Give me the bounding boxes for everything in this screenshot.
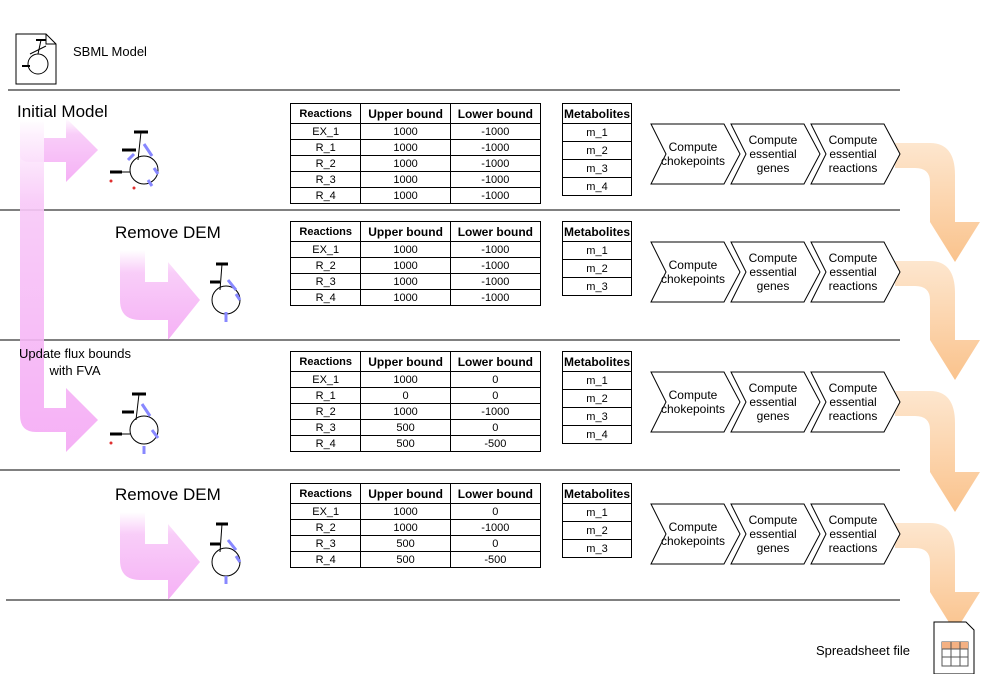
table-row (291, 156, 541, 172)
table-cell: 1000 (361, 242, 450, 258)
column-header-reactions: Reactions (291, 484, 361, 504)
metabolite-cell: m_3 (563, 278, 632, 296)
table-cell: R_4 (291, 552, 361, 568)
stage-title-remove-dem-1: Remove DEM (115, 223, 221, 242)
step-chevron-2 (730, 371, 822, 433)
metabolites-table-dem1 (562, 221, 632, 296)
column-header-metabolites: Metabolites (563, 352, 632, 372)
list-item (563, 278, 632, 296)
list-item (563, 124, 632, 142)
metabolite-cell: m_2 (563, 390, 632, 408)
column-header-lower: Lower bound (450, 104, 540, 124)
table-row (291, 258, 541, 274)
table-cell: 1000 (361, 404, 450, 420)
metabolite-cell: m_4 (563, 178, 632, 196)
list-item (563, 540, 632, 558)
table-cell: EX_1 (291, 124, 361, 140)
column-header-lower: Lower bound (450, 352, 540, 372)
table-cell: 0 (361, 388, 450, 404)
table-cell: 1000 (361, 140, 450, 156)
table-cell: R_1 (291, 140, 361, 156)
step-label: Compute essential reactions (828, 381, 878, 423)
list-item (563, 142, 632, 160)
table-cell: 1000 (361, 372, 450, 388)
metabolite-cell: m_2 (563, 522, 632, 540)
table-row (291, 140, 541, 156)
table-row (291, 188, 541, 204)
step-chevron-1 (650, 503, 742, 565)
metabolite-cell: m_3 (563, 160, 632, 178)
table-cell: -1000 (450, 274, 540, 290)
step-label: Compute essential reactions (828, 513, 878, 555)
step-label: Compute essential genes (748, 133, 798, 175)
table-cell: 1000 (361, 290, 450, 306)
table-cell: R_3 (291, 420, 361, 436)
reactions-table-fva (290, 351, 541, 452)
table-cell: R_3 (291, 172, 361, 188)
table-cell: R_1 (291, 388, 361, 404)
network-icon-initial (110, 132, 159, 190)
table-cell: 1000 (361, 156, 450, 172)
table-cell: 0 (450, 536, 540, 552)
table-cell: -1000 (450, 242, 540, 258)
table-cell: 0 (450, 388, 540, 404)
sbml-model-label: SBML Model (73, 44, 147, 59)
table-cell: 0 (450, 504, 540, 520)
column-header-lower: Lower bound (450, 222, 540, 242)
orange-arrow-1 (895, 143, 980, 262)
column-header-upper: Upper bound (361, 222, 450, 242)
column-header-metabolites: Metabolites (563, 222, 632, 242)
table-row (291, 420, 541, 436)
table-cell: -1000 (450, 124, 540, 140)
metabolite-cell: m_1 (563, 124, 632, 142)
table-cell: EX_1 (291, 372, 361, 388)
table-cell: EX_1 (291, 242, 361, 258)
metabolite-cell: m_3 (563, 540, 632, 558)
table-cell: R_3 (291, 274, 361, 290)
table-cell: 1000 (361, 274, 450, 290)
table-cell: 500 (361, 536, 450, 552)
table-row (291, 520, 541, 536)
table-cell: R_3 (291, 536, 361, 552)
step-label: Compute essential genes (748, 251, 798, 293)
pink-arrow-fva (20, 120, 98, 452)
table-row (291, 372, 541, 388)
step-label: Compute chokepoints (660, 140, 726, 168)
table-cell: 1000 (361, 124, 450, 140)
reactions-table-initial (290, 103, 541, 204)
metabolite-cell: m_3 (563, 408, 632, 426)
table-cell: R_2 (291, 520, 361, 536)
table-row (291, 124, 541, 140)
network-icon-fva (110, 394, 159, 454)
column-header-upper: Upper bound (361, 484, 450, 504)
list-item (563, 260, 632, 278)
stage-title-initial: Initial Model (17, 102, 108, 121)
table-row (291, 242, 541, 258)
table-cell: -500 (450, 436, 540, 452)
list-item (563, 372, 632, 390)
column-header-reactions: Reactions (291, 104, 361, 124)
column-header-metabolites: Metabolites (563, 104, 632, 124)
metabolite-cell: m_2 (563, 260, 632, 278)
table-cell: 1000 (361, 172, 450, 188)
step-chevron-1 (650, 123, 742, 185)
list-item (563, 504, 632, 522)
list-item (563, 426, 632, 444)
table-cell: -1000 (450, 404, 540, 420)
column-header-metabolites: Metabolites (563, 484, 632, 504)
metabolite-cell: m_1 (563, 504, 632, 522)
table-cell: -1000 (450, 290, 540, 306)
table-cell: R_4 (291, 188, 361, 204)
table-cell: 500 (361, 436, 450, 452)
table-cell: R_2 (291, 404, 361, 420)
step-chevron-2 (730, 503, 822, 565)
list-item (563, 242, 632, 260)
step-label: Compute chokepoints (660, 520, 726, 548)
table-cell: R_2 (291, 156, 361, 172)
metabolites-table-initial (562, 103, 632, 196)
table-cell: EX_1 (291, 504, 361, 520)
column-header-reactions: Reactions (291, 222, 361, 242)
table-cell: -1000 (450, 258, 540, 274)
step-chevron-1 (650, 371, 742, 433)
table-cell: 500 (361, 420, 450, 436)
step-label: Compute essential genes (748, 513, 798, 555)
column-header-lower: Lower bound (450, 484, 540, 504)
network-icon-dem1 (210, 264, 240, 322)
reactions-table-dem2 (290, 483, 541, 568)
table-row (291, 274, 541, 290)
table-row (291, 172, 541, 188)
table-row (291, 504, 541, 520)
step-label: Compute essential genes (748, 381, 798, 423)
table-cell: -1000 (450, 172, 540, 188)
spreadsheet-file-label: Spreadsheet file (816, 643, 910, 658)
table-cell: 500 (361, 552, 450, 568)
orange-arrow-2 (895, 261, 980, 380)
step-chevron-3 (810, 123, 902, 185)
stage-title-fva: Update flux bounds with FVA (18, 346, 132, 378)
metabolite-cell: m_4 (563, 426, 632, 444)
step-chevron-3 (810, 241, 902, 303)
table-cell: 1000 (361, 258, 450, 274)
column-header-reactions: Reactions (291, 352, 361, 372)
table-cell: -1000 (450, 520, 540, 536)
step-chevron-3 (810, 371, 902, 433)
metabolites-table-fva (562, 351, 632, 444)
step-chevron-1 (650, 241, 742, 303)
metabolite-cell: m_2 (563, 142, 632, 160)
table-row (291, 552, 541, 568)
metabolite-cell: m_1 (563, 242, 632, 260)
table-cell: -500 (450, 552, 540, 568)
spreadsheet-icon (934, 622, 974, 674)
list-item (563, 160, 632, 178)
table-cell: -1000 (450, 156, 540, 172)
table-cell: 1000 (361, 520, 450, 536)
table-cell: 0 (450, 372, 540, 388)
step-label: Compute chokepoints (660, 388, 726, 416)
step-chevron-2 (730, 123, 822, 185)
table-cell: -1000 (450, 188, 540, 204)
orange-arrow-4 (895, 523, 980, 632)
table-cell: R_4 (291, 436, 361, 452)
metabolites-table-dem2 (562, 483, 632, 558)
step-chevron-3 (810, 503, 902, 565)
list-item (563, 178, 632, 196)
metabolite-cell: m_1 (563, 372, 632, 390)
table-cell: 0 (450, 420, 540, 436)
step-chevron-2 (730, 241, 822, 303)
table-row (291, 404, 541, 420)
column-header-upper: Upper bound (361, 352, 450, 372)
table-row (291, 388, 541, 404)
network-icon-dem2 (210, 524, 240, 584)
table-cell: 1000 (361, 504, 450, 520)
table-cell: R_4 (291, 290, 361, 306)
step-label: Compute essential reactions (828, 251, 878, 293)
list-item (563, 522, 632, 540)
table-cell: -1000 (450, 140, 540, 156)
stage-title-remove-dem-2: Remove DEM (115, 485, 221, 504)
sbml-document-icon (16, 34, 56, 84)
reactions-table-dem1 (290, 221, 541, 306)
pink-arrow-dem2 (120, 512, 200, 600)
table-row (291, 290, 541, 306)
table-cell: R_2 (291, 258, 361, 274)
table-row (291, 436, 541, 452)
list-item (563, 390, 632, 408)
pink-arrow-dem1 (120, 250, 200, 340)
list-item (563, 408, 632, 426)
step-label: Compute chokepoints (660, 258, 726, 286)
step-label: Compute essential reactions (828, 133, 878, 175)
column-header-upper: Upper bound (361, 104, 450, 124)
orange-arrow-3 (895, 391, 980, 512)
table-row (291, 536, 541, 552)
table-cell: 1000 (361, 188, 450, 204)
